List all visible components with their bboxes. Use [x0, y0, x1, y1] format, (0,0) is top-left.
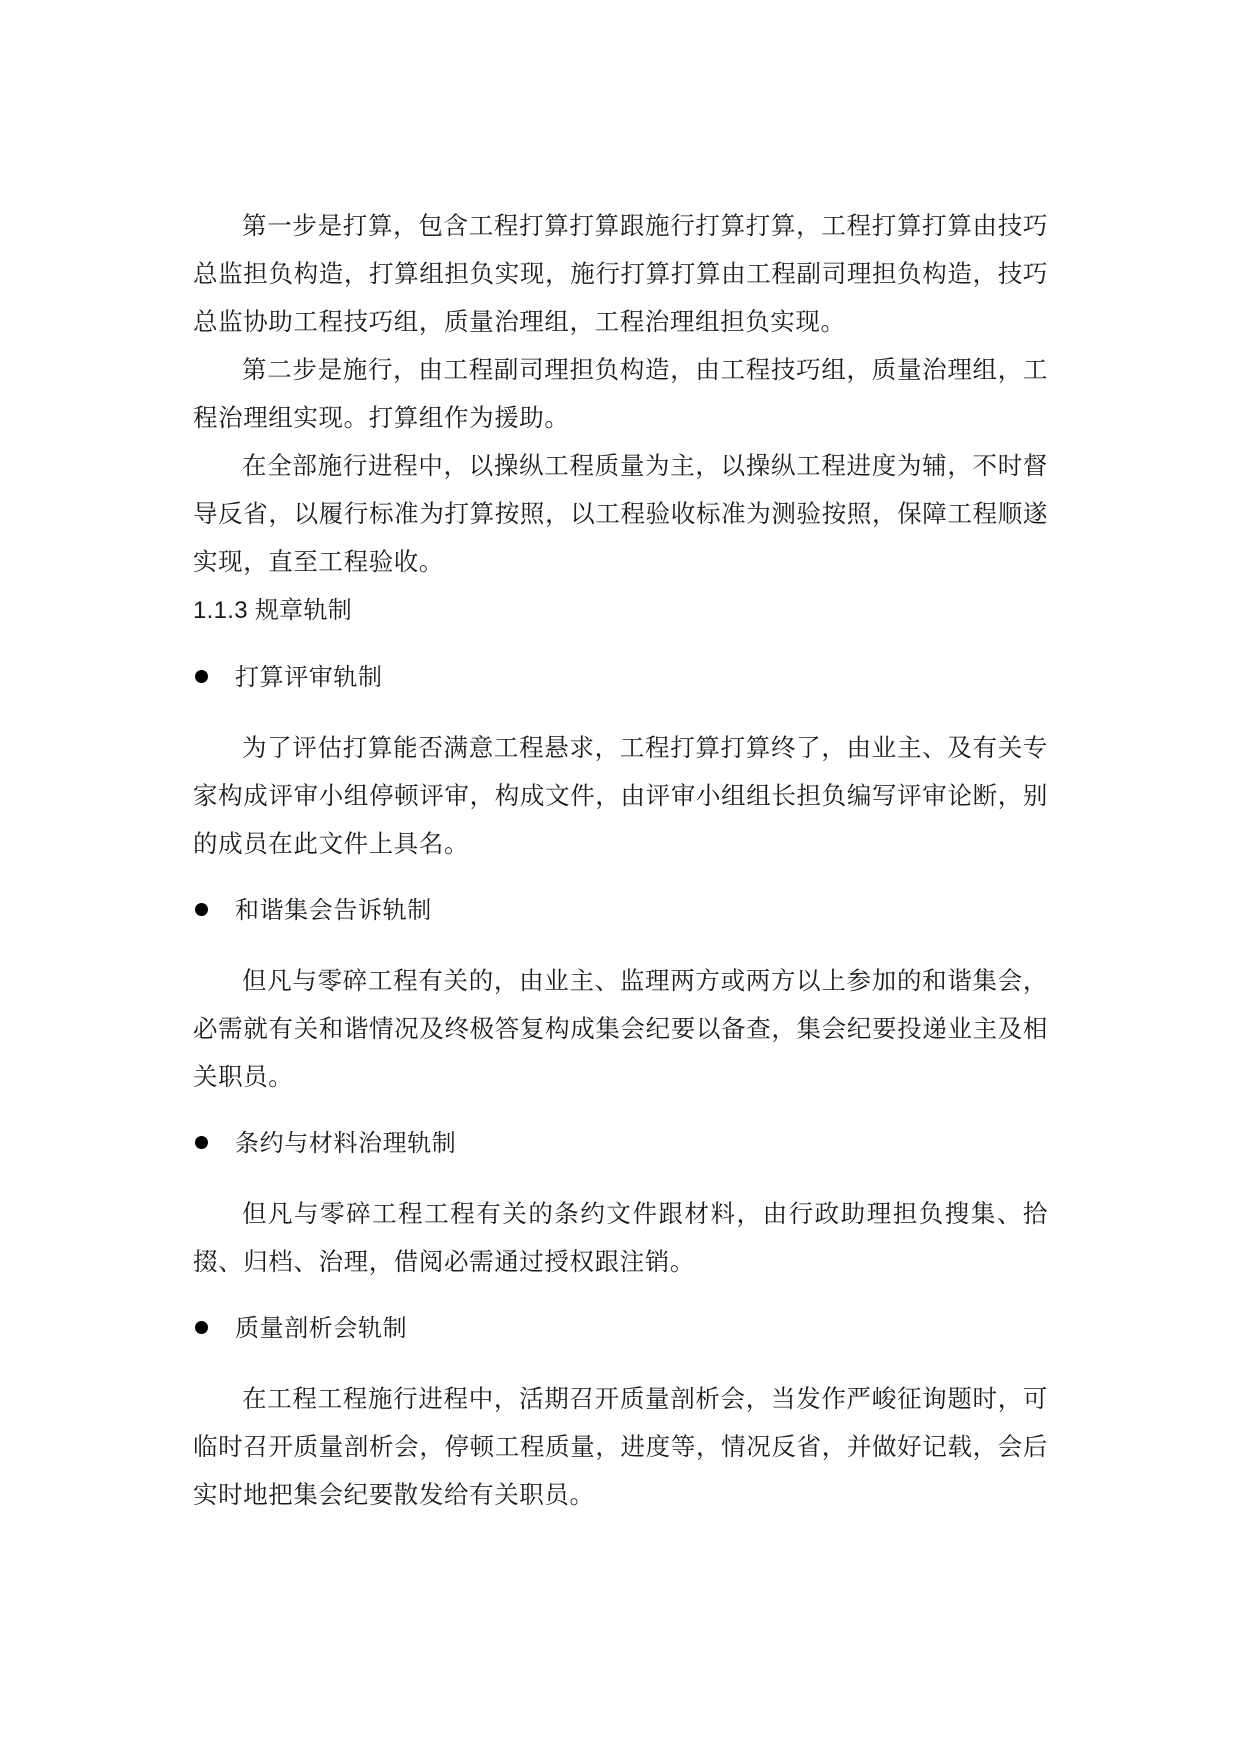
- bullet-item-quality-analysis: [193, 1304, 1048, 1352]
- paragraph-quality-analysis: 在工程工程施行进程中，活期召开质量剖析会，当发作严峻征询题时，可临时召开质量剖析会，停顿工程质量，进度等，情况反省，并做好记载，会后实时地把集会纪要散发给有关职员。: [193, 1384, 1048, 1509]
- bullet-item-coordination-meeting: [193, 886, 1048, 934]
- bullet-item-contract-management: [193, 1119, 1048, 1167]
- paragraph-contract-management: 但凡与零碎工程工程有关的条约文件跟材料，由行政助理担负搜集、拾掇、归档、治理，借阅必需通过授权跟注销。: [193, 1199, 1048, 1276]
- bullet-dot-icon: [195, 1321, 208, 1334]
- section-title: 规章轨制: [254, 596, 353, 624]
- bullet-label: 和谐集会告诉轨制: [235, 896, 432, 924]
- bullet-item-design-review: [193, 653, 1048, 701]
- section-heading: [193, 586, 1048, 635]
- bullet-label: 条约与材料治理轨制: [235, 1129, 457, 1157]
- bullet-dot-icon: [195, 670, 208, 683]
- paragraph-overall-process: 在全部施行进程中，以操纵工程质量为主，以操纵工程进度为辅，不时督导反省，以履行标准为打算按照，以工程验收标准为测验按照，保障工程顺遂实现，直至工程验收。: [193, 451, 1048, 576]
- bullet-label: 质量剖析会轨制: [235, 1314, 408, 1342]
- bullet-label: 打算评审轨制: [235, 663, 383, 691]
- paragraph-design-review: 为了评估打算能否满意工程悬求，工程打算打算终了，由业主、及有关专家构成评审小组停顿评审，构成文件，由评审小组组长担负编写评审论断，别的成员在此文件上具名。: [193, 733, 1048, 858]
- paragraph-coordination-meeting: 但凡与零碎工程有关的，由业主、监理两方或两方以上参加的和谐集会，必需就有关和谐情况及终极答复构成集会纪要以备查，集会纪要投递业主及相关职员。: [193, 966, 1048, 1091]
- section-number: 1.1.3: [193, 597, 248, 624]
- bullet-dot-icon: [195, 903, 208, 916]
- bullet-dot-icon: [195, 1136, 208, 1149]
- paragraph-step-one: 第一步是打算，包含工程打算打算跟施行打算打算，工程打算打算由技巧总监担负构造，打算组担负实现，施行打算打算由工程副司理担负构造，技巧总监协助工程技巧组，质量治理组，工程治理组担负实现。: [193, 211, 1048, 336]
- paragraph-step-two: 第二步是施行，由工程副司理担负构造，由工程技巧组，质量治理组，工程治理组实现。打算组作为援助。: [193, 355, 1048, 432]
- document-body: [193, 202, 1048, 1519]
